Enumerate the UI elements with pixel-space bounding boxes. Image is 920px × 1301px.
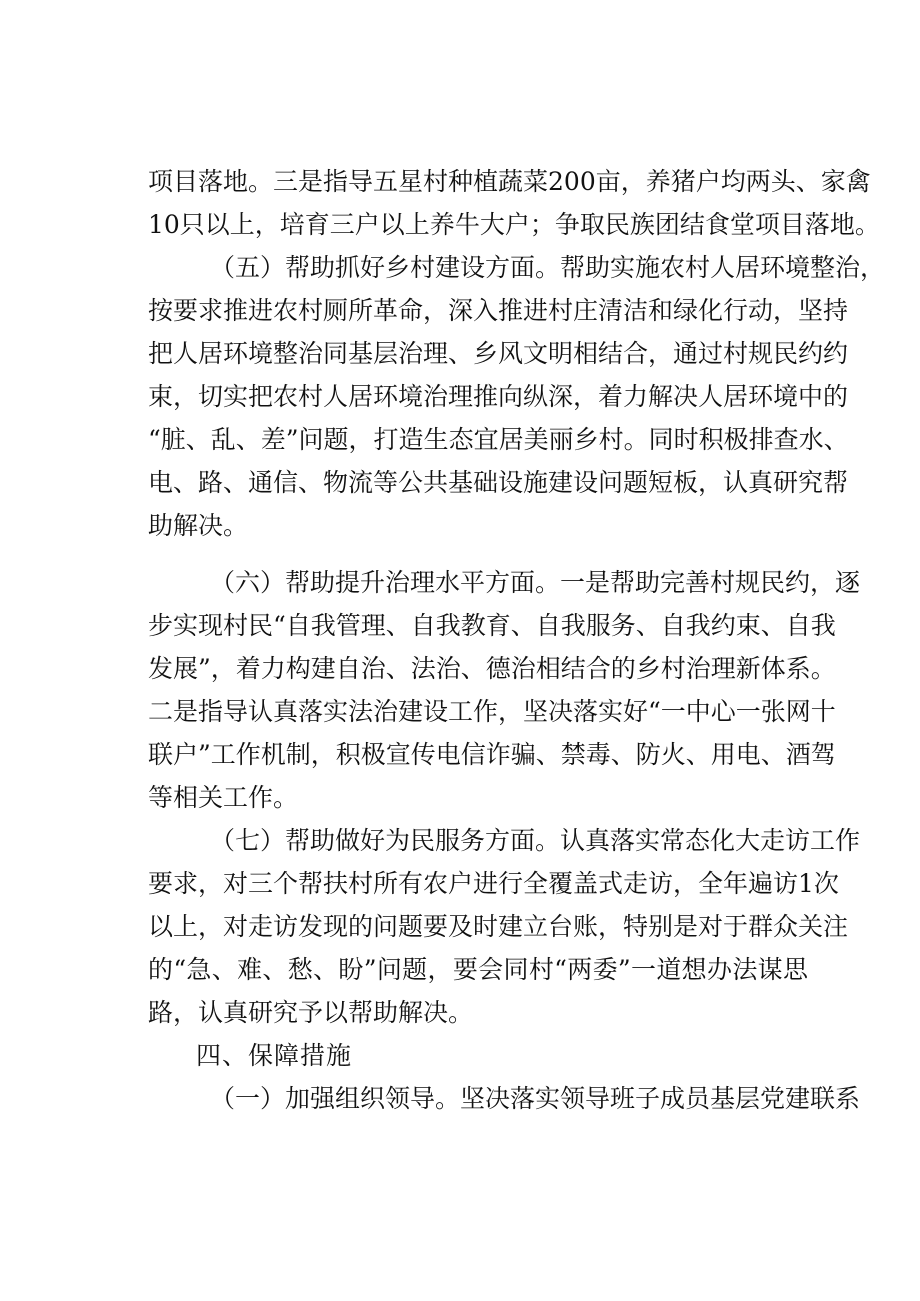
text-line: 以上，对走访发现的问题要及时建立台账，特别是对于群众关注 [148,912,849,941]
section-5-first-line: （五）帮助抓好乡村建设方面。帮助实施农村人居环境整治， [210,253,886,282]
text-line: “脏、乱、差”问题，打造生态宜居美丽乡村。同时积极排查水、 [148,425,849,454]
text-line: 步实现村民“自我管理、自我教育、自我服务、自我约束、自我 [148,611,836,640]
text-line: 束，切实把农村人居环境治理推向纵深，着力解决人居环境中的 [148,382,849,411]
subsection-first-line: （一）加强组织领导。坚决落实领导班子成员基层党建联系 [210,1084,861,1113]
text-line: 10只以上，培育三户以上养牛大户；争取民族团结食堂项目落地。 [148,210,880,239]
text-line: 按要求推进农村厕所革命，深入推进村庄清洁和绿化行动，坚持 [148,296,849,325]
section-heading: 四、保障措施 [196,1041,353,1070]
text-line: 电、路、通信、物流等公共基础设施建设问题短板，认真研究帮 [148,468,849,497]
section-7-first-line: （七）帮助做好为民服务方面。认真落实常态化大走访工作 [210,826,861,855]
text-line: 等相关工作。 [148,783,299,812]
text-line: 路，认真研究予以帮助解决。 [148,998,474,1027]
text-line: 把人居环境整治同基层治理、乡风文明相结合，通过村规民约约 [148,339,849,368]
text-line: 联户”工作机制，积极宣传电信诈骗、禁毒、防火、用电、酒驾 [148,740,836,769]
text-line: 的“急、难、愁、盼”问题，要会同村“两委”一道想办法谋思 [148,955,808,984]
text-line: 发展”，着力构建自治、法治、德治相结合的乡村治理新体系。 [148,654,836,683]
text-line: 二是指导认真落实法治建设工作，坚决落实好“一中心一张网十 [148,697,836,726]
text-line: 助解决。 [148,511,249,540]
text-line: 要求，对三个帮扶村所有农户进行全覆盖式走访，全年遍访1次 [148,869,839,898]
section-6-first-line: （六）帮助提升治理水平方面。一是帮助完善村规民约，逐 [210,568,861,597]
text-line: 项目落地。三是指导五星村种植蔬菜200亩，养猪户均两头、家禽 [148,167,871,196]
